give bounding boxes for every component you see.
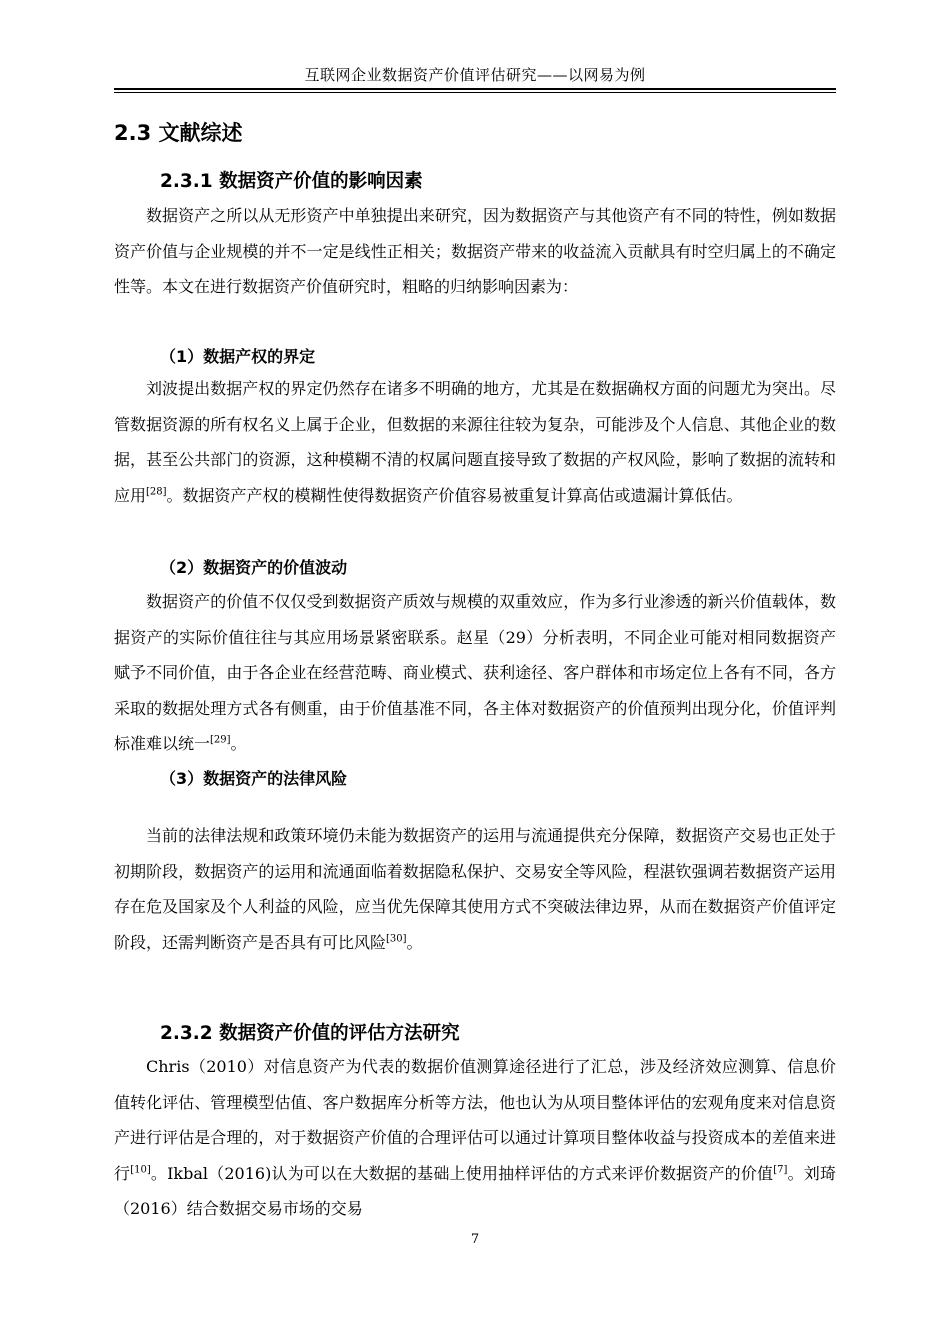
citation-30: [30]	[386, 933, 407, 945]
item-heading-1: （1）数据产权的界定	[160, 347, 316, 366]
header-rule-thick	[114, 88, 836, 90]
paragraph-item-2	[114, 584, 836, 762]
paragraph-item-1-text: 刘波提出数据产权的界定仍然存在诸多不明确的地方，尤其是在数据确权方面的问题尤为突出。尽管数据资源的所有权名义上属于企业，但数据的来源往往较为复杂，可能涉及个人信息、其他企业的数据，甚至公共部门的资源，这种模糊不清的权属问题直接导致了数据的产权风险，影响了数据的流转和应用	[114, 379, 836, 505]
paragraph-item-1	[114, 371, 836, 513]
paragraph-item-3	[114, 818, 836, 960]
header-rule-thin	[114, 92, 836, 93]
citation-10: [10]	[130, 1164, 151, 1176]
paragraph-methods	[114, 1049, 836, 1227]
item-heading-3: （3）数据资产的法律风险	[160, 769, 348, 788]
page-number: 7	[470, 1232, 480, 1247]
paragraph-methods-part-a: Chris（2010）对信息资产为代表的数据价值测算途径进行了汇总，涉及经济效应测算、信息价值转化评估、管理模型估值、客户数据库分析等方法，他也认为从项目整体评估的宏观角度来对信息资产进行评估是合理的，对于数据资产价值的合理评估可以通过计算项目整体收益与投资成本的差值来进行	[114, 1057, 836, 1183]
citation-7: [7]	[773, 1164, 788, 1176]
paragraph-methods-part-c: 。刘琦（2016）结合数据交易市场的交易	[114, 1163, 836, 1218]
citation-29: [29]	[210, 734, 231, 746]
paragraph-item-1-tail: 。数据资产产权的模糊性使得数据资产价值容易被重复计算高估或遗漏计算低估。	[166, 485, 743, 505]
paragraph-item-2-text: 数据资产的价值不仅仅受到数据资产质效与规模的双重效应，作为多行业渗透的新兴价值载体，数据资产的实际价值往往与其应用场景紧密联系。赵星（29）分析表明，不同企业可能对相同数据资产赋予不同价值，由于各企业在经营范畴、商业模式、获利途径、客户群体和市场定位上各有不同，各方采取的数据处理方式各有侧重，由于价值基准不同，各主体对数据资产的价值预判出现分化，价值评判标准难以统一	[114, 592, 836, 753]
item-heading-2: （2）数据资产的价值波动	[160, 558, 348, 577]
paragraph-item-2-tail: 。	[230, 734, 247, 753]
paragraph-item-3-tail: 。	[406, 932, 423, 952]
paragraph-methods-part-b: 。Ikbal（2016)认为可以在大数据的基础上使用抽样评估的方式来评价数据资产的价值	[150, 1163, 774, 1183]
section-title: 2.3 文献综述	[114, 121, 243, 145]
subsection-title-2-3-1: 2.3.1 数据资产价值的影响因素	[160, 171, 423, 192]
running-header: 互联网企业数据资产价值评估研究——以网易为例	[304, 66, 646, 84]
paragraph-item-3-text: 当前的法律法规和政策环境仍未能为数据资产的运用与流通提供充分保障，数据资产交易也正处于初期阶段，数据资产的运用和流通面临着数据隐私保护、交易安全等风险，程湛钦强调若数据资产运用存在危及国家及个人利益的风险，应当优先保障其使用方式不突破法律边界，从而在数据资产价值评定阶段，还需判断资产是否具有可比风险	[114, 826, 836, 952]
citation-28: [28]	[146, 486, 167, 498]
subsection-title-2-3-2: 2.3.2 数据资产价值的评估方法研究	[160, 1023, 460, 1044]
paragraph-intro: 数据资产之所以从无形资产中单独提出来研究，因为数据资产与其他资产有不同的特性，例如数据资产价值与企业规模的并不一定是线性正相关；数据资产带来的收益流入贡献具有时空归属上的不确定性等。本文在进行数据资产价值研究时，粗略的归纳影响因素为：	[114, 206, 836, 296]
